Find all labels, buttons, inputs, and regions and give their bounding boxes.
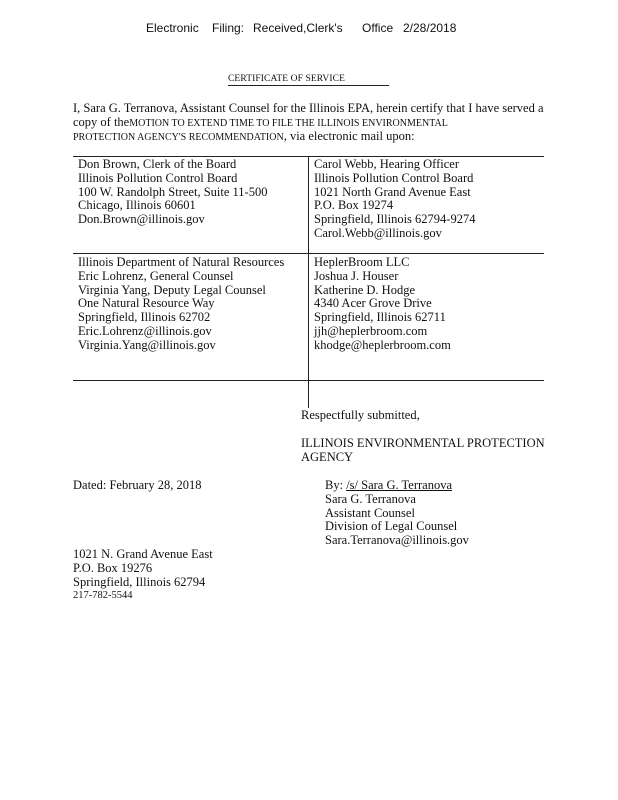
agency-line-2: AGENCY [301, 449, 354, 464]
motion-title-cont: PROTECTION AGENCY'S RECOMMENDATION [73, 132, 284, 143]
certificate-title: CERTIFICATE OF SERVICE [228, 74, 345, 84]
recipient-line: HeplerBroom LLC [314, 255, 410, 269]
electronic-signature: /s/ Sara G. Terranova [346, 478, 452, 492]
address-line-2: P.O. Box 19276 [73, 560, 153, 575]
agency-name [301, 437, 545, 465]
recipient-cell-hearing-officer [314, 158, 475, 241]
recipient-email: Carol.Webb@illinois.gov [314, 225, 442, 240]
recipient-email: khodge@heplerbroom.com [314, 337, 451, 352]
address-line-3: Springfield, Illinois 62794 [73, 574, 206, 589]
respectfully-submitted: Respectfully submitted, [301, 408, 420, 422]
recipient-email: Eric.Lohrenz@illinois.gov [78, 323, 212, 338]
dated-line: Dated: February 28, 2018 [73, 478, 202, 492]
signer-title: Assistant Counsel [325, 505, 415, 520]
title-underline [228, 85, 389, 86]
intro-line-2-prefix: copy of the [73, 114, 130, 129]
motion-title: MOTION TO EXTEND TIME TO FILE THE ILLINOIS ENVIRONMENTAL [129, 117, 448, 129]
recipient-line: Springfield, Illinois 62794-9274 [314, 212, 476, 227]
table-column-divider [308, 156, 309, 408]
recipient-email: Don.Brown@illinois.gov [78, 212, 205, 227]
header-office: Office [362, 21, 394, 35]
recipient-line: 4340 Acer Grove Drive [314, 296, 432, 311]
header-filing: Filing: [212, 21, 245, 35]
phone-number: 217-782-5544 [73, 590, 133, 602]
header-electronic: Electronic [146, 21, 199, 35]
recipient-line: Illinois Pollution Control Board [78, 170, 238, 185]
recipient-line: Eric Lohrenz, General Counsel [78, 268, 234, 283]
recipient-email: Virginia.Yang@illinois.gov [78, 337, 216, 352]
signer-division: Division of Legal Counsel [325, 519, 458, 534]
header-received: Received,Clerk's [253, 21, 343, 35]
agency-line-1: ILLINOIS ENVIRONMENTAL PROTECTION [301, 436, 545, 450]
header-date: 2/28/2018 [403, 21, 457, 35]
signer-email: Sara.Terranova@illinois.gov [325, 533, 469, 548]
recipient-line: Illinois Pollution Control Board [314, 170, 474, 185]
recipient-email: jjh@heplerbroom.com [314, 323, 428, 338]
signer-name: Sara G. Terranova [325, 491, 416, 506]
recipient-cell-clerk [78, 158, 267, 227]
recipient-line: 100 W. Randolph Street, Suite 11-500 [78, 184, 268, 199]
recipient-line: Illinois Department of Natural Resources [78, 255, 285, 269]
recipient-line: Springfield, Illinois 62702 [78, 310, 211, 325]
signature-line [325, 479, 469, 493]
recipient-line: 1021 North Grand Avenue East [314, 184, 471, 199]
recipient-line: Joshua J. Houser [314, 268, 399, 283]
recipient-line: Virginia Yang, Deputy Legal Counsel [78, 282, 266, 297]
intro-line-2 [73, 116, 548, 131]
by-label: By: [325, 478, 347, 492]
recipient-line: Chicago, Illinois 60601 [78, 198, 196, 213]
recipient-line: Katherine D. Hodge [314, 282, 416, 297]
intro-line-3 [73, 130, 548, 145]
recipient-line: One Natural Resource Way [78, 296, 215, 311]
recipient-line: Carol Webb, Hearing Officer [314, 157, 460, 171]
intro-line-3-suffix: , via electronic mail upon: [283, 129, 415, 143]
address-line-1: 1021 N. Grand Avenue East [73, 547, 213, 561]
recipient-cell-dnr [78, 256, 284, 353]
recipient-line: Springfield, Illinois 62711 [314, 310, 446, 325]
intro-line-1: I, Sara G. Terranova, Assistant Counsel for the Illinois EPA, herein certify that I have served a [73, 101, 544, 115]
recipient-line: P.O. Box 19274 [314, 198, 394, 213]
signature-block [325, 479, 469, 548]
recipient-line: Don Brown, Clerk of the Board [78, 157, 237, 171]
intro-paragraph [73, 102, 548, 145]
recipient-cell-heplerbroom [314, 256, 451, 353]
return-address [73, 548, 213, 603]
